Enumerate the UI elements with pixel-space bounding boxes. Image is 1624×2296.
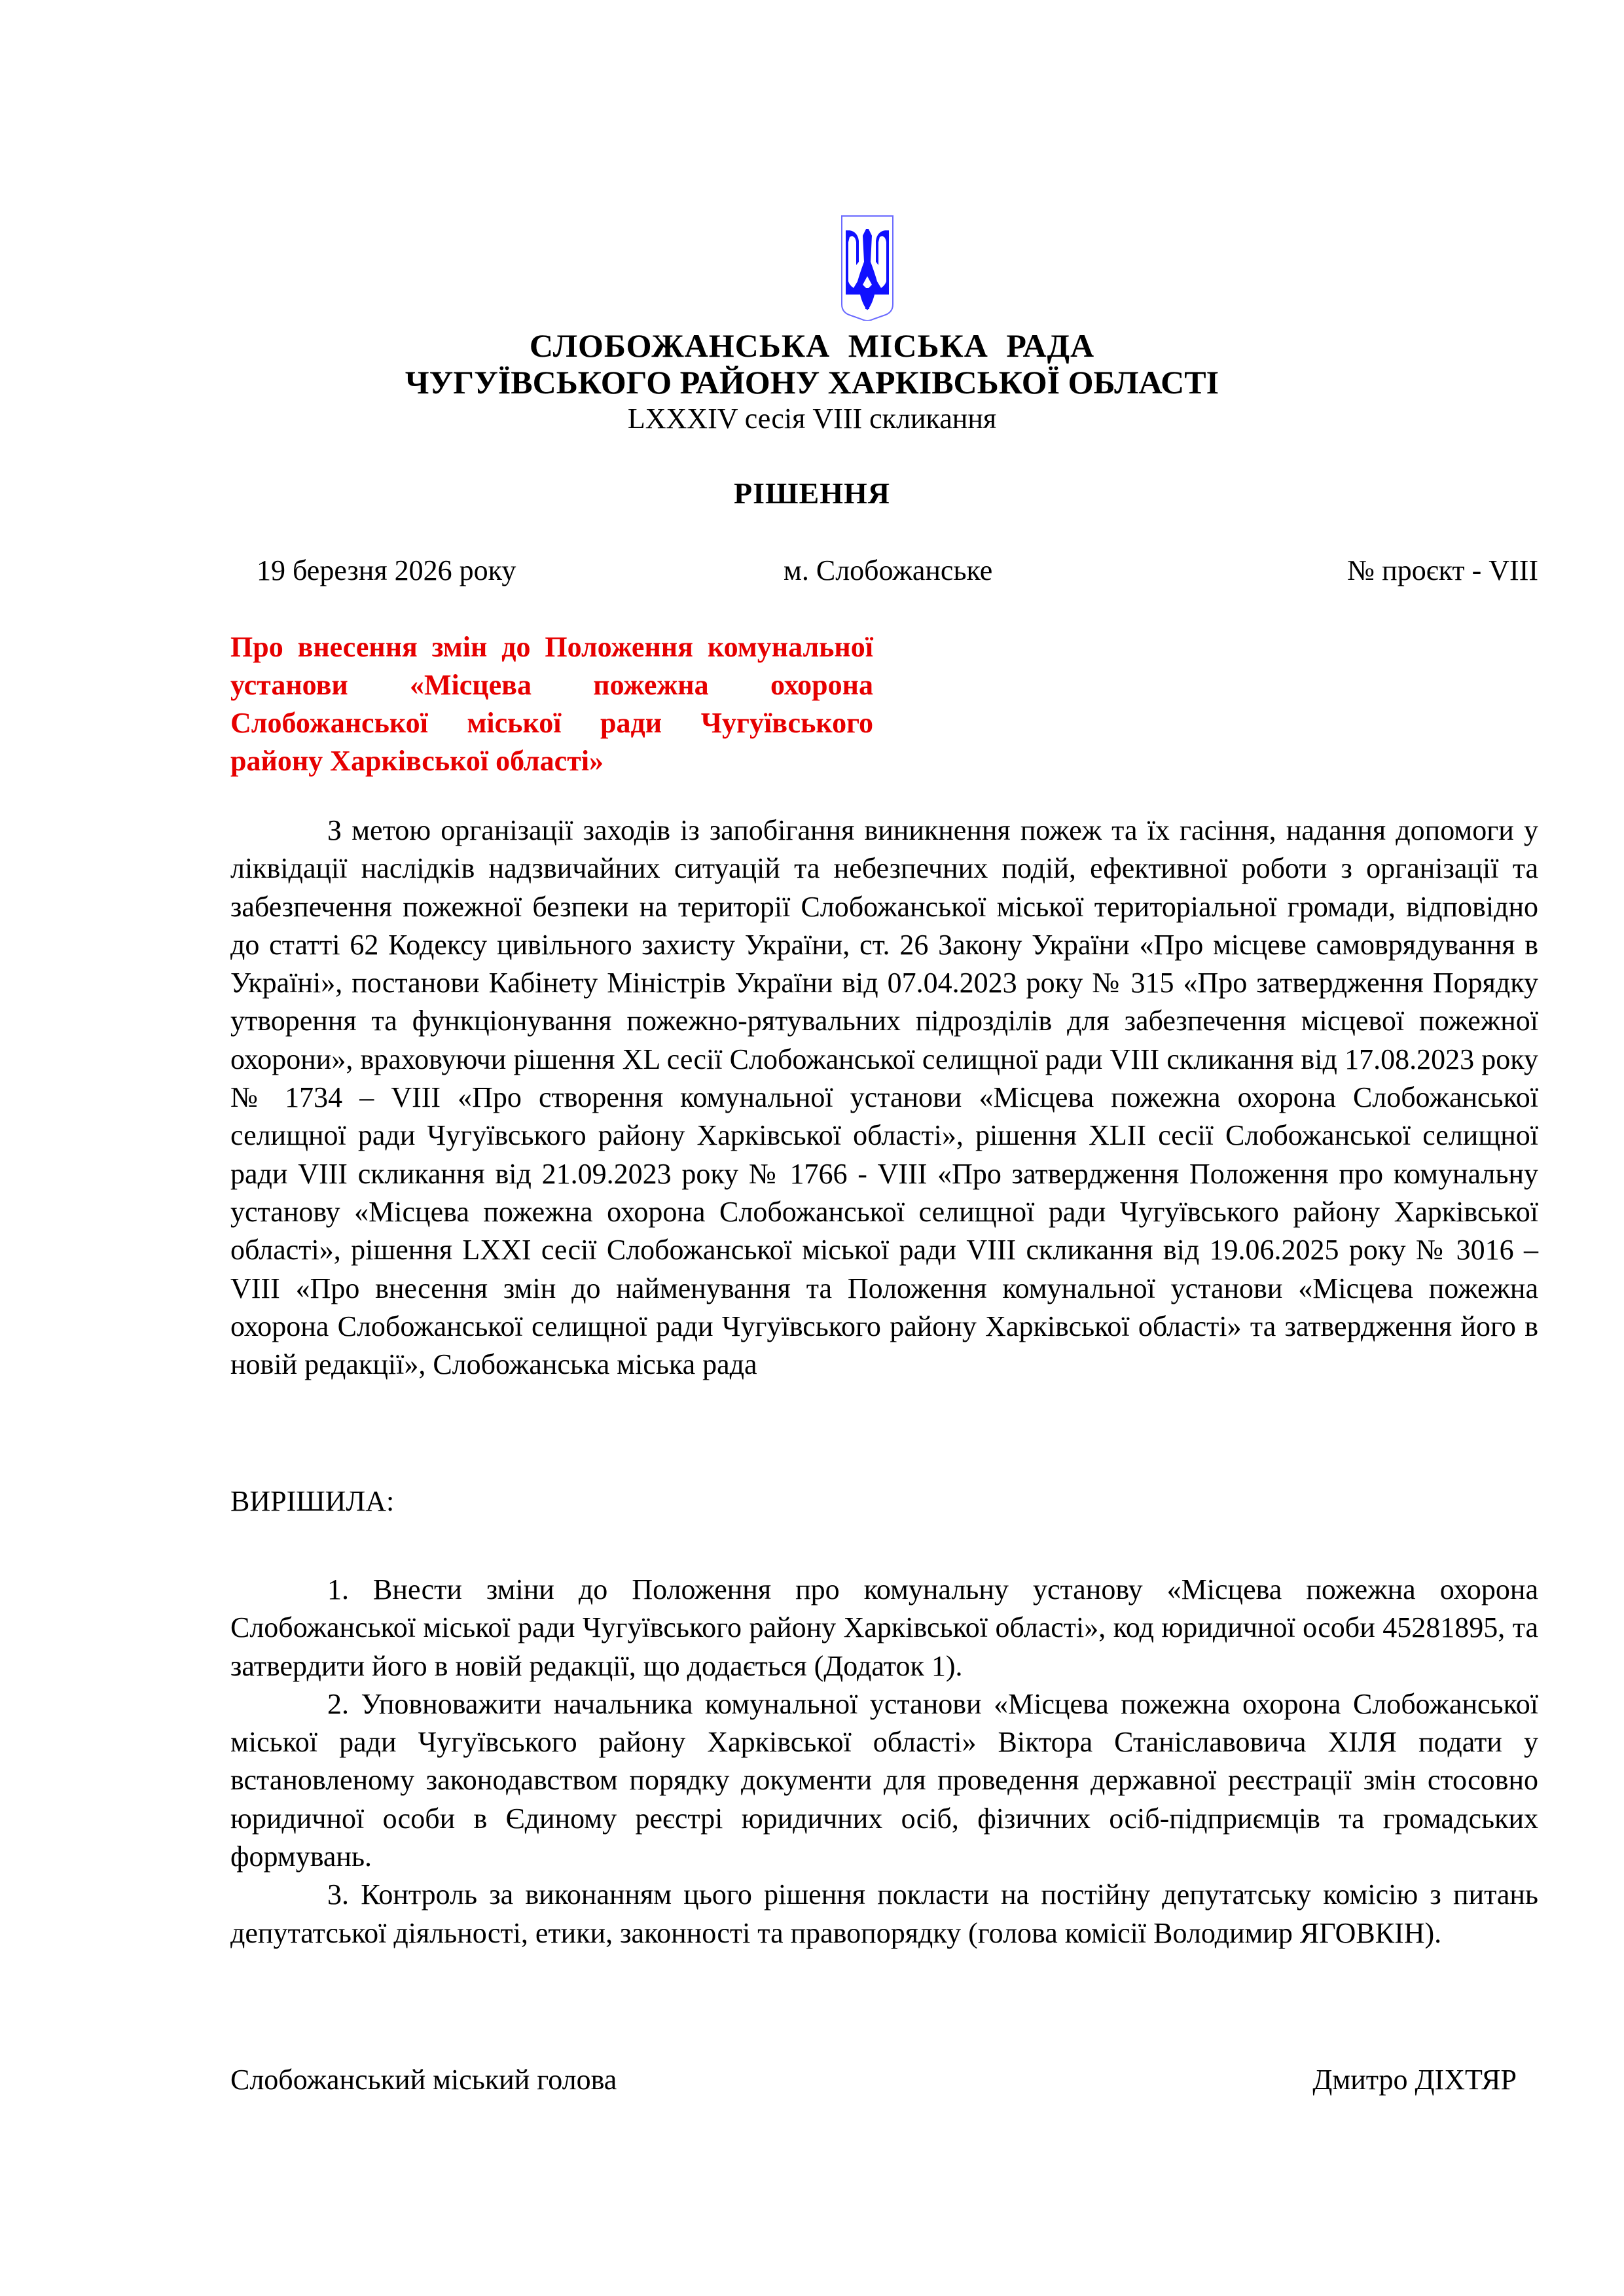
decision-subject: Про внесення змін до Положення комунальної установи «Місцева пожежна охорона Слобожанської міської ради Чугуївського району Харківської області» — [230, 631, 873, 777]
signatory-role: Слобожанський міський голова — [230, 2064, 617, 2096]
resolution-items — [230, 1571, 1538, 1952]
decision-place: м. Слобожанське — [784, 554, 993, 586]
resolution-item: 1. Внести зміни до Положення про комунальну установу «Місцева пожежна охорона Слобожанської міської ради Чугуївського району Харківської області», код юридичної особи 45281895, та затвердити його в новій редакції, що додається (Додаток 1). — [230, 1573, 1538, 1682]
session-line: LXXXIV сесія VIII скликання — [627, 403, 997, 435]
signature-block — [230, 2063, 1517, 2102]
document-type-heading: РІШЕННЯ — [734, 476, 890, 510]
council-name: СЛОБОЖАНСЬКА МІСЬКА РАДА — [529, 327, 1095, 364]
resolved-label: ВИРІШИЛА: — [230, 1485, 395, 1517]
resolution-item: 2. Уповноважити начальника комунальної установи «Місцева пожежна охорона Слобожанської міської ради Чугуївського району Харківської області» Віктора Станіславовича ХІЛЯ подати у встановленому законодавством порядку документи для проведення державної реєстрації змін стосовно юридичної особи в Єдиному реєстрі юридичних осіб, фізичних осіб-підприємців та громадських формувань. — [230, 1687, 1538, 1873]
resolution-item: 3. Контроль за виконанням цього рішення покласти на постійну депутатську комісію з питань депутатської діяльності, етики, законності та правопорядку (голова комісії Володимир ЯГОВКІН). — [230, 1878, 1538, 1949]
preamble-section — [230, 812, 1538, 1384]
document-meta-row — [257, 554, 1538, 590]
signatory-name: Дмитро ДІХТЯР — [1312, 2064, 1517, 2096]
decision-date: 19 березня 2026 року — [257, 554, 516, 586]
coat-of-arms-trident-icon — [838, 190, 897, 321]
preamble-paragraph: З метою організації заходів із запобігання виникнення пожеж та їх гасіння, надання допомоги у ліквідації наслідків надзвичайних ситуацій та небезпечних подій, ефективної роботи з організації та забезпечення пожежної безпеки на території Слобожанської міської територіальної громади, відповідно до статті 62 Кодексу цивільного захисту України, ст. 26 Закону України «Про місцеве самоврядування в Україні», постанови Кабінету Міністрів України від 07.04.2023 року № 315 «Про затвердження Порядку утворення та функціонування пожежно-рятувальних підрозділів для забезпечення місцевої пожежної охорони», враховуючи рішення XL сесії Слобожанської селищної ради VIII скликання від 17.08.2023 року № 1734 – VIII «Про створення комунальної установи «Місцева пожежна охорона Слобожанської селищної ради Чугуївського району Харківської області», рішення XLII сесії Слобожанської селищної ради VIII скликання від 21.09.2023 року № 1766 - VIII «Про затвердження Положення про комунальну установу «Місцева пожежна охорона Слобожанської селищної ради Чугуївського району Харківської області», рішення LXXI сесії Слобожанської міської ради VIII скликання від 19.06.2025 року № 3016 – VIII «Про внесення змін до найменування та Положення комунальної установи «Місцева пожежна охорона Слобожанської селищної ради Чугуївського району Харківської області» та затвердження його в новій редакції», Слобожанська міська рада — [230, 814, 1538, 1381]
district-name: ЧУГУЇВСЬКОГО РАЙОНУ ХАРКІВСЬКОЇ ОБЛАСТІ — [405, 364, 1219, 401]
decision-number: № проєкт - VIII — [1347, 554, 1538, 586]
